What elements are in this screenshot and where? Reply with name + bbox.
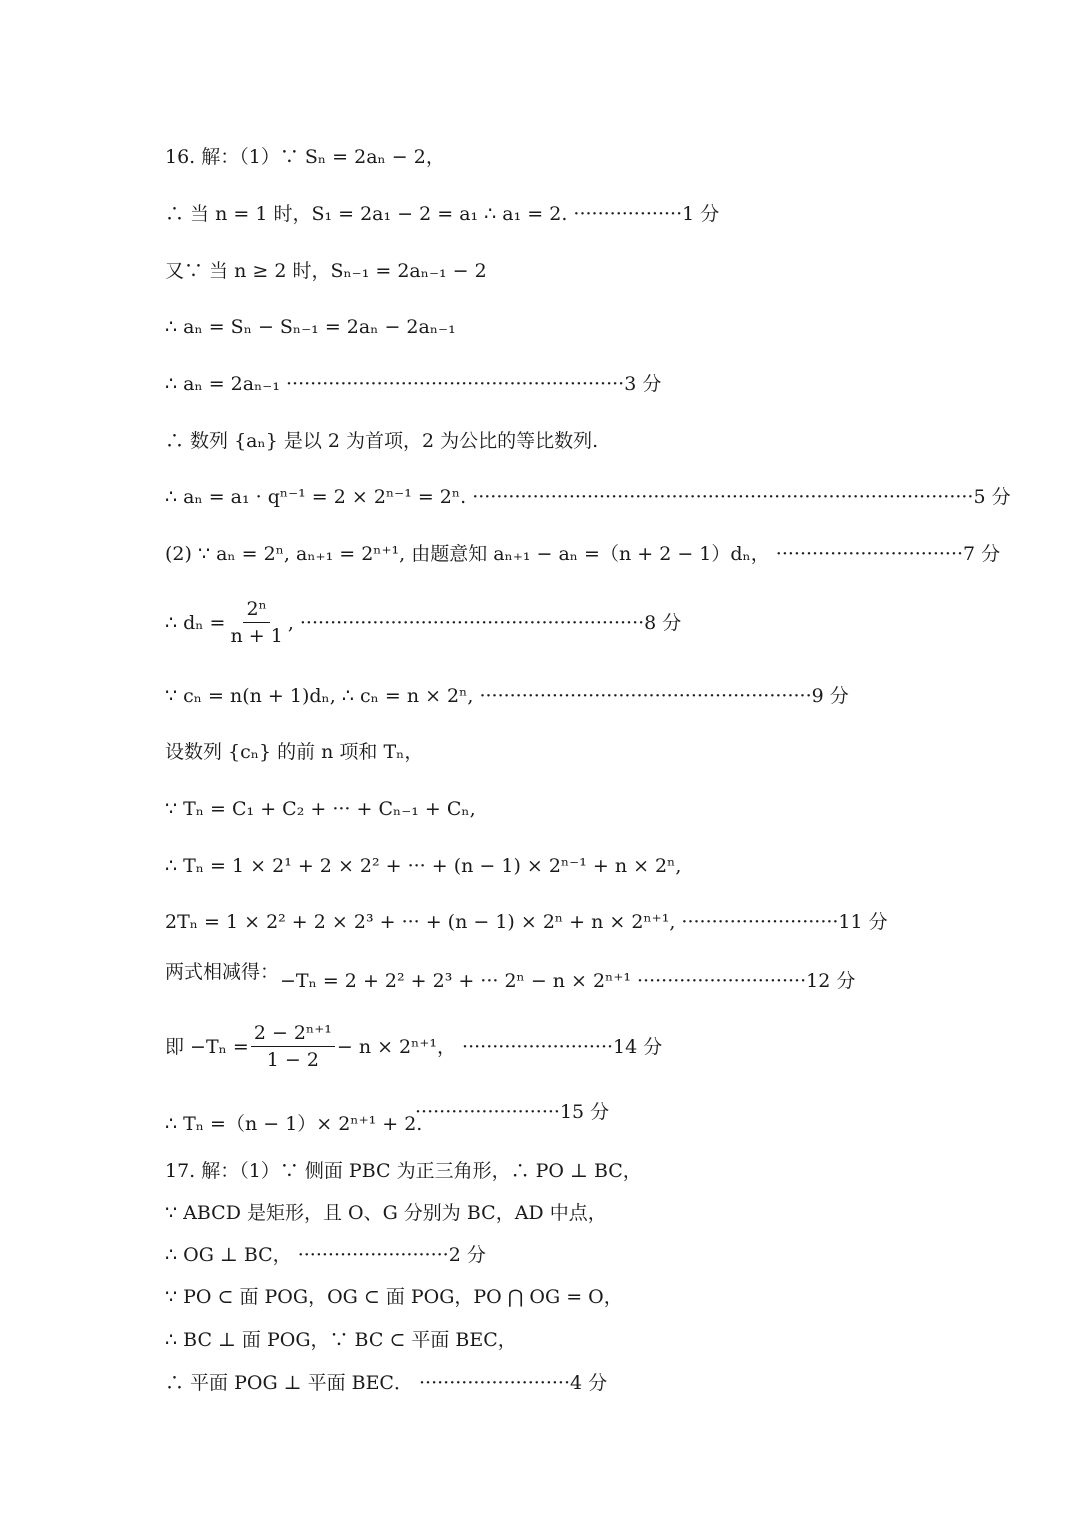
p16-l15-suffix: ····························12 分 [637,970,856,992]
p17-line-6: ∴ 平面 POG ⊥ 平面 BEC． ·························4 分 [165,1372,608,1394]
p16-l9-suffix: , ·························································8 分 [287,611,682,634]
p16-line-1: 16. 解：（1）∵ Sₙ = 2aₙ − 2， [165,146,445,168]
p16-line-11: 设数列 {cₙ} 的前 n 项和 Tₙ， [165,741,424,763]
p16-line-17-score: ························15 分 [415,1101,610,1123]
p16-l16-prefix: 即 −Tₙ = [165,1035,249,1058]
p16-line-17: ∴ Tₙ =（n − 1）× 2ⁿ⁺¹ + 2. [165,1113,423,1135]
fraction-dn [227,600,285,646]
p17-line-2: ∵ ABCD 是矩形，且 O、G 分别为 BC，AD 中点， [165,1202,607,1224]
p16-l16-suffix: − n × 2ⁿ⁺¹， ·························14 分 [336,1035,663,1058]
p17-line-4: ∵ PO ⊂ 面 POG，OG ⊂ 面 POG，PO ⋂ OG = O， [165,1286,623,1308]
p16-line-10: ∵ cₙ = n(n + 1)dₙ, ∴ cₙ = n × 2ⁿ, ·······················································9 分 [165,685,849,707]
p16-line-15-equation [280,972,855,991]
p17-line-1: 17. 解：（1）∵ 侧面 PBC 为正三角形，∴ PO ⊥ BC， [165,1160,642,1182]
p16-line-5: ∴ aₙ = 2aₙ₋₁ ························································3 分 [165,373,662,395]
fraction-numerator: 2 − 2ⁿ⁺¹ [251,1024,335,1047]
p17-line-5: ∴ BC ⊥ 面 POG，∵ BC ⊂ 平面 BEC， [165,1329,517,1351]
p16-line-13: ∴ Tₙ = 1 × 2¹ + 2 × 2² + ··· + (n − 1) × 2ⁿ⁻¹ + n × 2ⁿ, [165,855,682,877]
p16-line-3: 又∵ 当 n ≥ 2 时，Sₙ₋₁ = 2aₙ₋₁ − 2 [165,260,487,282]
p16-line-12: ∵ Tₙ = C₁ + C₂ + ··· + Cₙ₋₁ + Cₙ, [165,798,476,820]
fraction-numerator: 2ⁿ [243,600,269,623]
p16-line-4: ∴ aₙ = Sₙ − Sₙ₋₁ = 2aₙ − 2aₙ₋₁ [165,316,456,338]
p16-line-2: ∴ 当 n = 1 时，S₁ = 2a₁ − 2 = a₁ ∴ a₁ = 2. ··················1 分 [165,203,720,225]
p16-line-14: 2Tₙ = 1 × 2² + 2 × 2³ + ··· + (n − 1) × 2ⁿ + n × 2ⁿ⁺¹, ··························11 分 [165,911,888,933]
p16-line-8: (2) ∵ aₙ = 2ⁿ, aₙ₊₁ = 2ⁿ⁺¹, 由题意知 aₙ₊₁ − aₙ =（n + 2 − 1）dₙ， ·······························7 分 [165,543,1001,565]
p16-line-9 [165,600,681,646]
p16-l9-prefix: ∴ dₙ = [165,611,226,634]
fraction-tn [251,1024,335,1070]
p16-line-16 [165,1024,662,1070]
fraction-denominator: n + 1 [230,625,283,647]
p16-line-6: ∴ 数列 {aₙ} 是以 2 为首项，2 为公比的等比数列. [165,430,599,452]
p16-line-7: ∴ aₙ = a₁ · qⁿ⁻¹ = 2 × 2ⁿ⁻¹ = 2ⁿ. ···················································································5 分 [165,486,1011,508]
p16-line-15-label: 两式相减得： [165,961,280,983]
p17-line-3: ∴ OG ⊥ BC， ·························2 分 [165,1244,486,1266]
p16-l15-eq: −Tₙ = 2 + 2² + 2³ + ··· 2ⁿ − n × 2ⁿ⁺¹ [280,970,631,992]
fraction-denominator: 1 − 2 [266,1049,319,1071]
